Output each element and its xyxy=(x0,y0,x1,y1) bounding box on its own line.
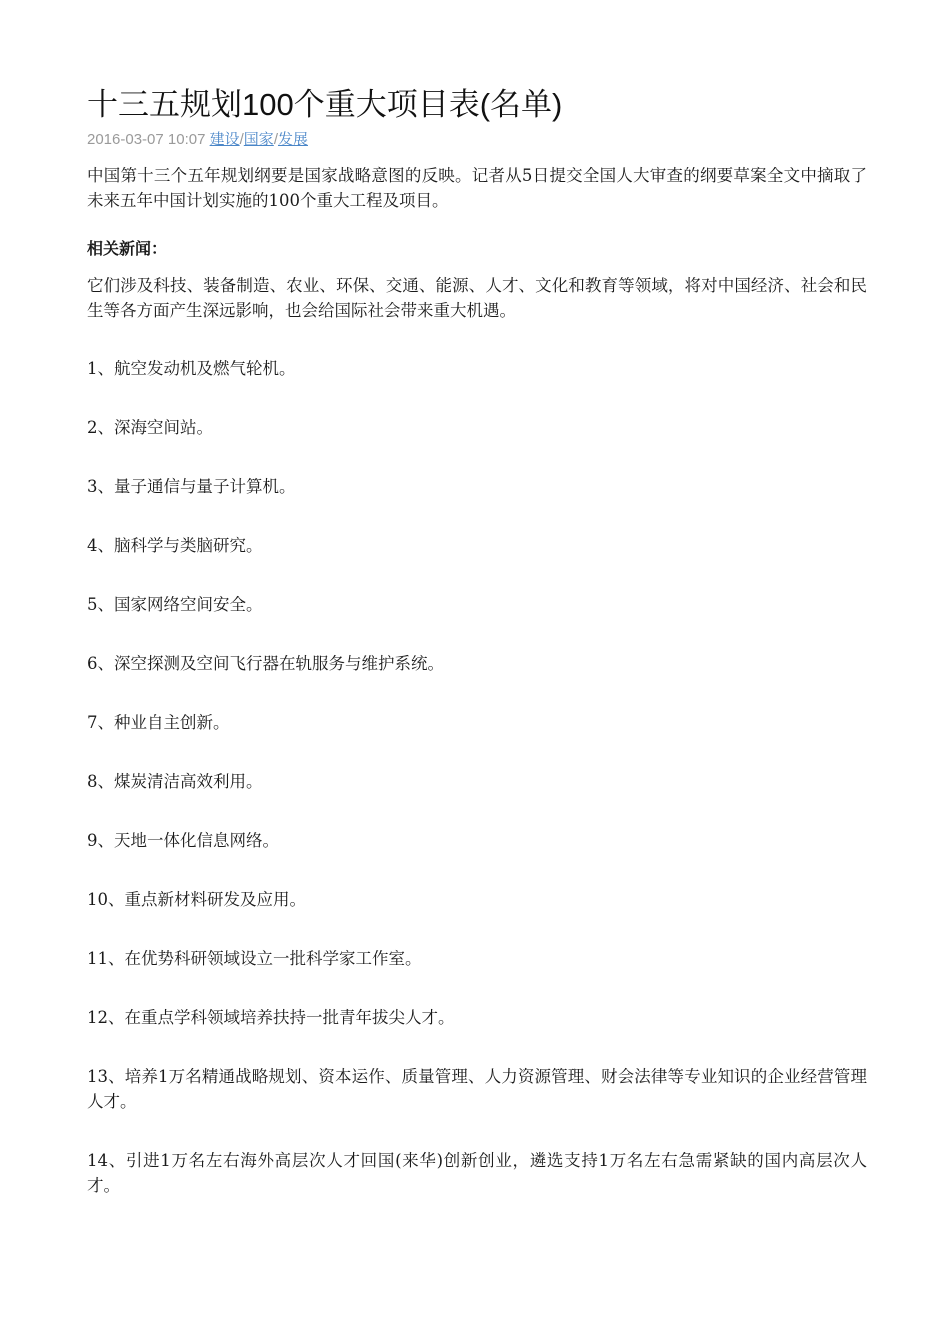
intro-paragraph: 中国第十三个五年规划纲要是国家战略意图的反映。记者从5日提交全国人大审查的纲要草案全文中摘取了未来五年中国计划实施的100个重大工程及项目。 xyxy=(87,166,867,210)
list-item: 8、煤炭清洁高效利用。 xyxy=(87,772,263,791)
tag-separator: / xyxy=(239,131,244,148)
list-item: 10、重点新材料研发及应用。 xyxy=(87,890,306,909)
article-title: 十三五规划100个重大项目表(名单) xyxy=(87,87,563,122)
list-item: 11、在优势科研领域设立一批科学家工作室。 xyxy=(87,949,422,968)
list-item: 6、深空探测及空间飞行器在轨服务与维护系统。 xyxy=(87,654,444,673)
tag-separator: / xyxy=(273,131,278,148)
related-news-label: 相关新闻： xyxy=(87,241,168,258)
list-item: 12、在重点学科领域培养扶持一批青年拔尖人才。 xyxy=(87,1008,455,1027)
list-item: 5、国家网络空间安全。 xyxy=(87,595,263,614)
tag-link-construction[interactable]: 建设 xyxy=(209,131,240,148)
tag-link-country[interactable]: 国家 xyxy=(243,131,274,148)
list-item: 14、引进1万名左右海外高层次人才回国(来华)创新创业，遴选支持1万名左右急需紧缺的国内高层次人才。 xyxy=(87,1151,867,1195)
article xyxy=(87,84,867,1232)
list-item: 13、培养1万名精通战略规划、资本运作、质量管理、人力资源管理、财会法律等专业知识的企业经营管理人才。 xyxy=(87,1067,867,1111)
list-item: 1、航空发动机及燃气轮机。 xyxy=(87,359,296,378)
description-paragraph: 它们涉及科技、装备制造、农业、环保、交通、能源、人才、文化和教育等领域，将对中国经济、社会和民生等各方面产生深远影响，也会给国际社会带来重大机遇。 xyxy=(87,276,867,320)
project-list xyxy=(87,356,867,1198)
publish-date: 2016-03-07 10:07 xyxy=(87,131,206,148)
list-item: 7、种业自主创新。 xyxy=(87,713,230,732)
list-item: 3、量子通信与量子计算机。 xyxy=(87,477,296,496)
article-meta xyxy=(87,130,867,150)
list-item: 2、深海空间站。 xyxy=(87,418,213,437)
list-item: 4、脑科学与类脑研究。 xyxy=(87,536,263,555)
tag-link-development[interactable]: 发展 xyxy=(277,131,308,148)
list-item: 9、天地一体化信息网络。 xyxy=(87,831,279,850)
